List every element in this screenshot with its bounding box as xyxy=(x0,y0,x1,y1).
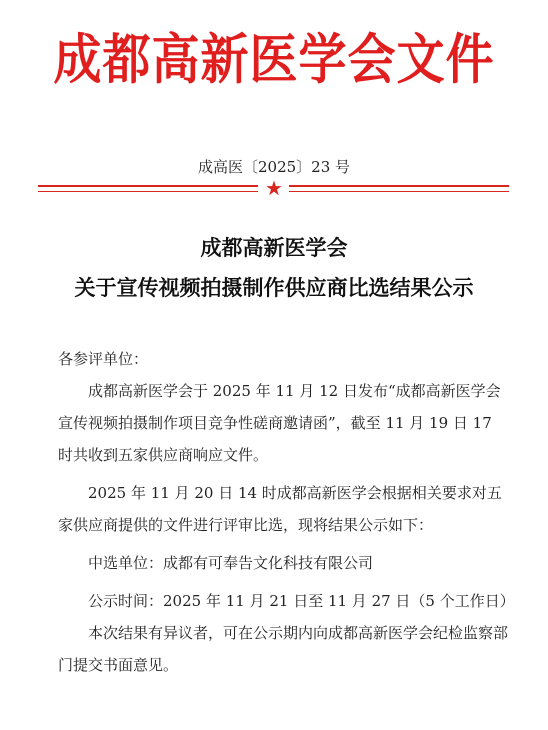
red-rule-left-thin xyxy=(38,191,258,192)
paragraph-objection: 本次结果有异议者，可在公示期内向成都高新医学会纪检监察部门提交书面意见。 xyxy=(58,624,509,674)
salutation: 各参评单位： xyxy=(58,350,149,368)
paragraph-selected-unit: 中选单位：成都有可奉告文化科技有限公司 xyxy=(88,554,374,572)
red-rule-right-thin xyxy=(289,191,509,192)
paragraph-publicity-period: 公示时间：2025 年 11 月 21 日至 11 月 27 日（5 个工作日） xyxy=(88,592,515,610)
document-number: 成高医〔2025〕23 号 xyxy=(197,158,351,176)
title-line-1: 成都高新医学会 xyxy=(200,235,348,260)
title-line-2: 关于宣传视频拍摄制作供应商比选结果公示 xyxy=(74,275,474,300)
star-icon: ★ xyxy=(265,176,283,200)
issuer-masthead: 成都高新医学会文件 xyxy=(53,28,495,92)
paragraph-1: 成都高新医学会于 2025 年 11 月 12 日发布“成都高新医学会宣传视频拍摄制作项目竞争性磋商邀请函”，截至 11 月 19 日 17 时共收到五家供应商响应文件。 xyxy=(58,382,501,464)
paragraph-2: 2025 年 11 月 20 日 14 时成都高新医学会根据相关要求对五家供应商提供的文件进行评审比选，现将结果公示如下： xyxy=(58,484,502,534)
red-rule-left xyxy=(38,185,258,187)
document-body xyxy=(58,343,515,681)
red-rule-right xyxy=(289,185,509,187)
